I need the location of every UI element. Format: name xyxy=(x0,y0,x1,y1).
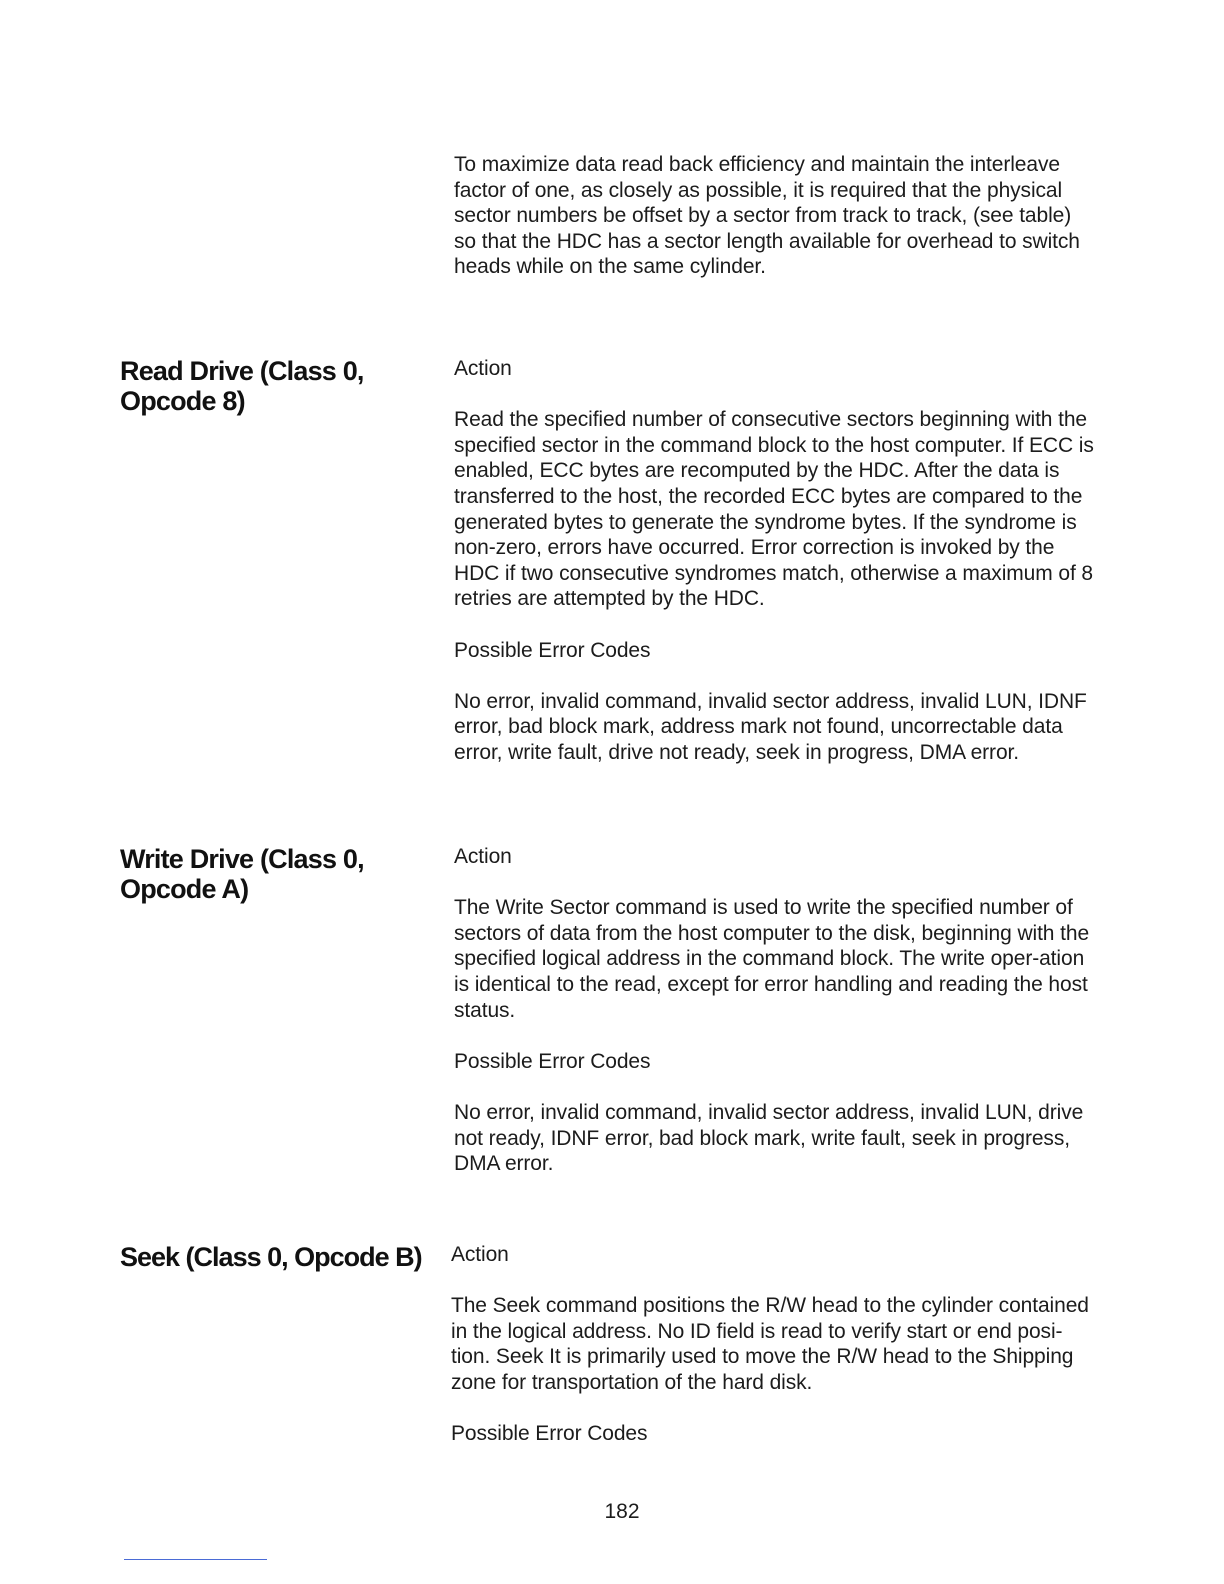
error-codes-label: Possible Error Codes xyxy=(451,1422,648,1446)
section-content xyxy=(454,356,1094,766)
action-label: Action xyxy=(454,357,512,380)
section-heading: Seek (Class 0, Opcode B) xyxy=(120,1242,422,1272)
error-codes-label: Possible Error Codes xyxy=(454,638,651,662)
intro-paragraph: To maximize data read back efficiency and maintain the interleave factor of one, as closely as possible, it is required that the physical sector numbers be offset by a sector from track to track, (see table) so that the HDC has a sector length available for overhead to switch heads while on the same cylinder. xyxy=(454,153,1080,279)
section-heading: Read Drive (Class 0, Opcode 8) xyxy=(120,356,364,416)
action-text: The Seek command positions the R/W head to the cylinder contained in the logical address. No ID field is read to verify start or end posi-tion. Seek It is primarily used to move the R/W head to the Shipping zone for transportation of the hard disk. xyxy=(451,1294,1089,1394)
error-codes-text: No error, invalid command, invalid sector address, invalid LUN, drive not ready, IDNF error, bad block mark, write fault, seek in progress, DMA error. xyxy=(454,1100,1084,1176)
error-codes-label: Possible Error Codes xyxy=(454,1049,651,1073)
action-text: The Write Sector command is used to write the specified number of sectors of data from the host computer to the disk, beginning with the specified logical address in the command block. The write oper-ation is identical to the read, except for error handling and reading the host status. xyxy=(454,896,1090,1022)
footnote-divider xyxy=(124,1559,267,1560)
action-text: Read the specified number of consecutive sectors beginning with the specified sector in the command block to the host computer. If ECC is enabled, ECC bytes are recomputed by the HDC. After the data is transferred to the host, the recorded ECC bytes are compared to the generated bytes to generate the syndrome bytes. If the syndrome is non-zero, errors have occurred. Error correction is invoked by the HDC if two consecutive syndromes match, otherwise a maximum of 8 retries are attempted by the HDC. xyxy=(454,408,1094,611)
action-label: Action xyxy=(451,1243,509,1266)
page-number: 182 xyxy=(604,1500,640,1523)
action-label: Action xyxy=(454,845,512,868)
section-content xyxy=(454,844,1094,1177)
error-codes-text: No error, invalid command, invalid sector address, invalid LUN, IDNF error, bad block mark, address mark not found, uncorrectable data error, write fault, drive not ready, seek in progress, DMA error. xyxy=(454,689,1087,764)
section-heading: Write Drive (Class 0, Opcode A) xyxy=(120,844,364,904)
section-content xyxy=(451,1242,1091,1447)
